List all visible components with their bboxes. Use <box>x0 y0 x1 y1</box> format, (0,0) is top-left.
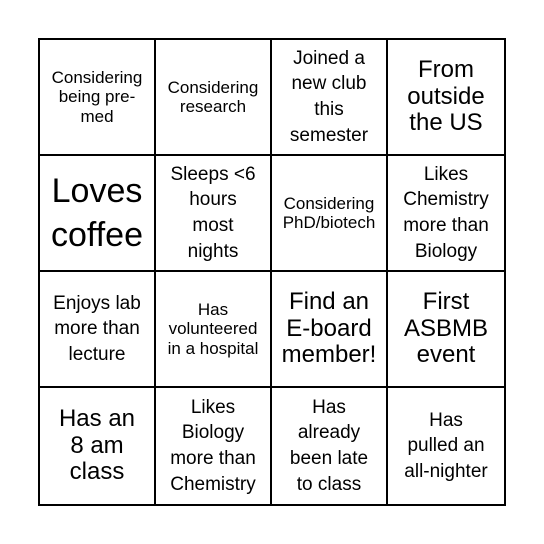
bingo-cell[interactable]: Sleeps <6 hours most nights <box>156 156 272 272</box>
bingo-cell[interactable]: Likes Chemistry more than Biology <box>388 156 504 272</box>
bingo-cell[interactable]: Likes Biology more than Chemistry <box>156 388 272 504</box>
bingo-board <box>38 38 506 506</box>
bingo-cell[interactable]: Has already been late to class <box>272 388 388 504</box>
bingo-cell[interactable]: Has pulled an all-nighter <box>404 409 488 482</box>
bingo-cell[interactable]: Considering research <box>156 40 272 156</box>
bingo-cell[interactable]: From outside the US <box>388 40 504 156</box>
bingo-cell[interactable]: Loves coffee <box>40 156 156 272</box>
bingo-cell[interactable]: Considering PhD/biotech <box>272 156 388 272</box>
bingo-cell[interactable]: Find an E-board member! <box>272 272 388 388</box>
bingo-cell[interactable]: Considering being pre- med <box>40 40 156 156</box>
bingo-cell[interactable]: Has volunteered in a hospital <box>156 272 272 388</box>
bingo-cell[interactable]: Has an 8 am class <box>40 388 156 504</box>
bingo-cell[interactable]: Enjoys lab more than lecture <box>40 272 156 388</box>
bingo-cell[interactable]: First ASBMB event <box>388 272 504 388</box>
bingo-cell[interactable]: Joined a new club this semester <box>272 40 388 156</box>
